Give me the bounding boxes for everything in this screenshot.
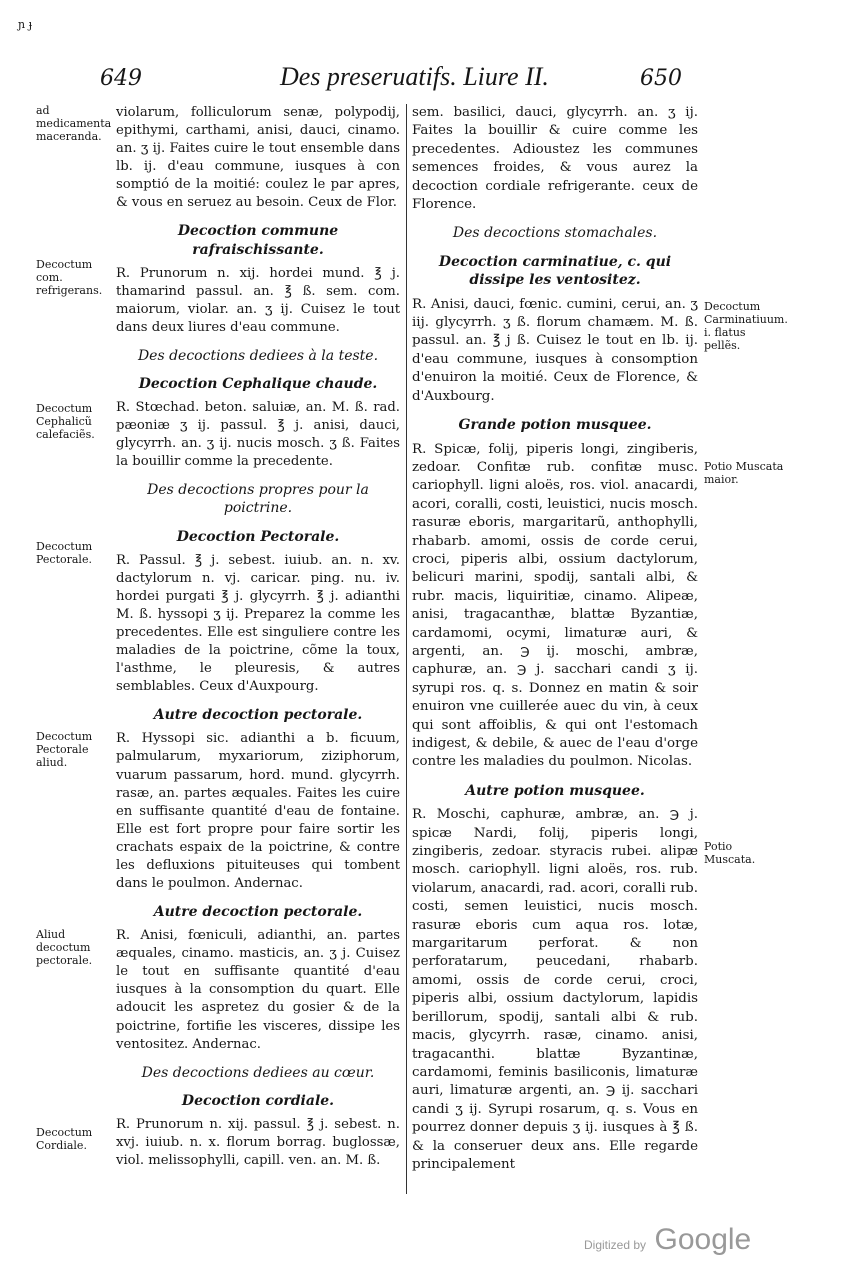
left-paragraph: R. Stœchad. beton. saluiæ, an. M. ß. rad. pæoniæ ʒ ij. passul. ℥ j. anisi, dauci, glycyrrh. an. ʒ ij. nucis mosch. ʒ ß. Faites la bouillir comme la precedente. [116,400,400,470]
margin-note: Decoctum Cephalicũ calefaciẽs. [36,402,95,441]
left-recipe-heading: Decoction Cephalique chaude. [138,376,378,393]
left-recipe-heading: Autre decoction pectorale. [153,707,363,724]
left-recipe-heading: Decoction commune rafraischissante. [177,223,339,258]
left-paragraph: R. Prunorum n. xij. passul. ℥ j. sebest. n. xvj. iuiub. n. x. florum borrag. buglossæ, viol. melissophylli, capill. ven. an. M. ß. [116,1116,400,1168]
margin-note: Potio Muscata. [704,840,756,866]
right-recipe-heading: Grande potion musquee. [458,417,652,434]
right-paragraph: R. Anisi, dauci, fœnic. cumini, cerui, an. ʒ iij. glycyrrh. ʒ ß. florum chamæm. M. ß. passul. an. ℥ j ß. Cuisez le tout en lb. ij. d'eau commune, iusques à consomption d'enuiron la moitié. Ceux de Florence, & d'Auxbourg. [412,296,698,404]
corner-mark: ɲ ɟ [18,18,33,31]
margin-note: Decoctum Carminatiuum. i. flatus pellẽs. [704,300,788,352]
left-section-heading: Des decoctions propres pour la poictrine. [147,482,369,517]
left-paragraph: violarum, folliculorum senæ, polypodij, epithymi, carthami, anisi, dauci, cinamo. an. ʒ ij. Faites cuire le tout ensemble dans lb. ij. d'eau commune, iusques à con somptió de la moitié: coulez le par apres, & vous en seruez au besoin. Ceux de Flor. [116,105,400,211]
left-section-heading: Des decoctions dediees au cœur. [141,1064,375,1081]
running-title: Des preseruatifs. Liure II. [280,62,549,91]
margin-note: Aliud decoctum pectorale. [36,928,93,967]
margin-note: Decoctum com. refrigerans. [36,258,103,297]
digitized-watermark [584,1223,751,1257]
margin-note: Decoctum Cordiale. [36,1126,93,1152]
margin-note: Decoctum Pectorale aliud. [36,730,93,769]
margin-note: ad medicamenta macerandа. [36,104,112,143]
left-paragraph: R. Prunorum n. xij. hordei mund. ℥ j. thamarind passul. an. ℥ ß. sem. com. maiorum, violar. an. ʒ ij. Cuisez le tout dans deux liures d'eau commune. [116,265,400,335]
left-column [116,104,400,1176]
margin-note: Decoctum Pectorale. [36,540,93,566]
column-divider [406,104,407,1194]
left-recipe-heading: Decoction Pectorale. [176,528,340,545]
right-column [412,104,698,1180]
left-recipe-heading: Decoction cordiale. [181,1092,335,1109]
right-paragraph: R. Spicæ, folij, piperis longi, zingiberis, zedoar. Confitæ rub. confitæ musc. cariophyll. ligni aloës, ros. viol. anacardi, acori, coralli, costi, leuistici, nucis mosch. rasuræ eboris, margaritarũ, anthophylli, rhabarb. amomi, ossis de corde cerui, croci, piperis albi, ossium dactylorum, belicuri marini, spodij, santali albi, & rubr. macis, liquiritiæ, cinamo. Alipeæ, anisi, tragacanthæ, blattæ Byzantiæ, cardamomi, ocymi, limaturæ auri, & argenti, an. ℈ ij. moschi, ambræ, caphuræ, an. ℈ j. sacchari candi ʒ ij. syrupi ros. q. s. Donnez en matin & soir enuiron vne cuillerée auec du vin, à ceux qui sont affoiblis, & qui ont l'estomach indigest, & debile, & auec de l'eau d'orge contre les maladies du poulmon. Nicolas. [412,441,698,770]
left-recipe-heading: Autre decoction pectorale. [153,904,363,921]
left-page-number: 649 [100,66,142,91]
right-recipe-heading: Decoction carminatiue, c. qui dissipe les ventositez. [438,253,672,289]
left-paragraph: R. Anisi, fœniculi, adianthi, an. partes æquales, cinamo. masticis, an. ʒ j. Cuisez le tout en suffisante quantité d'eau iusques à la consomption du quart. Elle adoucit les aspretez du gosier & de la poictrine, fortifie les visceres, dissipe les ventositez. Andernac. [116,928,400,1052]
left-paragraph: R. Passul. ℥ j. sebest. iuiub. an. n. xv. dactylorum n. vj. caricar. ping. nu. iv. hordei purgati ℥ j. glycyrrh. ℥ j. adianthi M. ß. hyssopi ʒ ij. Preparez la comme les precedentes. Elle est singuliere contre les maladies de la poictrine, cõme la toux, l'asthme, le pleuresis, & autres semblables. Ceux d'Auxpourg. [116,552,400,695]
right-paragraph: sem. basilici, dauci, glycyrrh. an. ʒ ij. Faites la bouillir & cuire comme les precedentes. Adioustez les communes semences froides, & vous aurez la decoction cordiale refrigerante. ceux de Florence. [412,105,698,213]
running-header [0,62,854,102]
right-page-number: 650 [640,66,682,91]
right-paragraph: R. Moschi, caphuræ, ambræ, an. ℈ j. spicæ Nardi, folij, piperis longi, zingiberis, zedoar. styracis rubei. alipæ mosch. cariophyll. ligni aloës, ros. rub. violarum, anacardi, rad. acori, coralli rub. costi, semen leuistici, nucis mosch. rasuræ eboris cum aqua ros. lotæ, margaritarum perforat. & non perforatarum, peucedani, rhabarb. amomi, ossis de corde cerui, croci, piperis albi, ossium dactylorum, lapidis berillorum, spodij, santali albi & rub. macis, glycyrrh. rasæ, cinamo. anisi, tragacanthi. blattæ Byzantinæ, cardamomi, feminis basiliconis, limaturæ auri, limaturæ argenti, an. ℈ ij. sacchari candi ʒ ij. Syrupi rosarum, q. s. Vous en pourrez donner depuis ʒ ij. iusques à ℥ ß. & la conseruer deux ans. Elle regarde principalement [412,807,698,1172]
left-paragraph: R. Hyssopi sic. adianthi a b. ficuum, palmularum, myxariorum, ziziphorum, vuarum passarum, hord. mund. glycyrrh. rasæ, an. partes æquales. Faites les cuire en suffisante quantité d'eau de fontaine. Elle est fort propre pour faire sortir les crachats espaix de la poictrine, & contre les defluxions pituiteuses qui tombent dans le poulmon. Andernac. [116,731,400,891]
margin-note: Potio Muscata maior. [704,460,784,486]
right-recipe-heading: Autre potion musquee. [465,782,645,799]
right-section-heading: Des decoctions stomachales. [452,225,658,242]
google-logo: Google [654,1223,752,1256]
left-section-heading: Des decoctions dediees à la teste. [137,347,379,364]
watermark-small: Digitized by [584,1238,647,1252]
